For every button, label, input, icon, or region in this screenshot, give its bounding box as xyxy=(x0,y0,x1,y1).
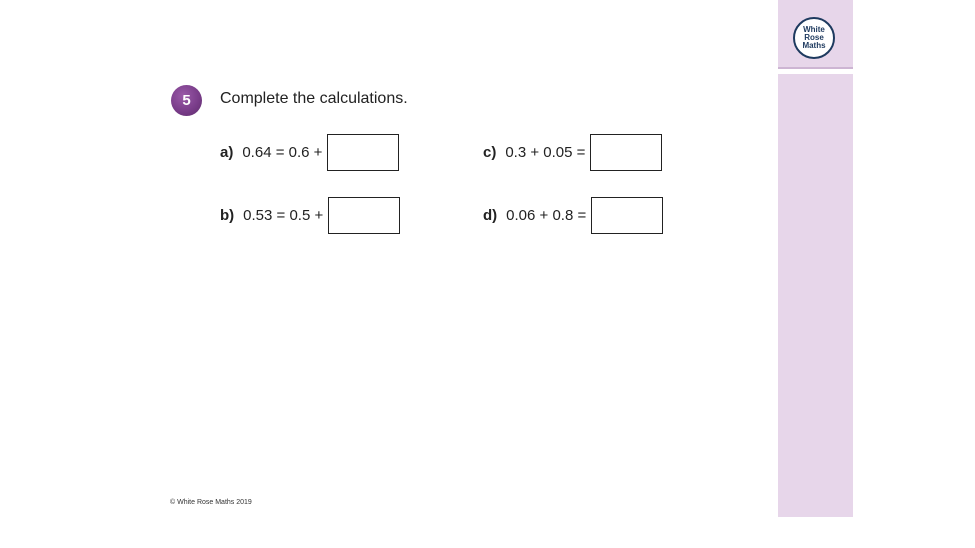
answer-box-a[interactable] xyxy=(327,134,399,171)
logo-line-3: Maths xyxy=(802,41,826,50)
calculation-a xyxy=(220,133,399,171)
item-expression: 0.64 = 0.6 + xyxy=(242,143,323,161)
answer-box-b[interactable] xyxy=(328,197,400,234)
item-label: c) xyxy=(483,143,497,161)
item-expression: 0.06 + 0.8 = xyxy=(506,206,587,224)
item-label: d) xyxy=(483,206,498,224)
item-label: a) xyxy=(220,143,234,161)
question-number-badge: 5 xyxy=(171,85,202,116)
side-panel xyxy=(778,74,853,517)
answer-box-d[interactable] xyxy=(591,197,663,234)
question-prompt: Complete the calculations. xyxy=(220,90,408,107)
item-expression: 0.53 = 0.5 + xyxy=(243,206,324,224)
item-label: b) xyxy=(220,206,235,224)
calculation-b xyxy=(220,196,400,234)
logo-line-2: Rose xyxy=(804,33,824,42)
logo-line-1: White xyxy=(803,25,825,34)
answer-box-c[interactable] xyxy=(590,134,662,171)
calculation-d xyxy=(483,196,663,234)
item-expression: 0.3 + 0.05 = xyxy=(505,143,586,161)
white-rose-maths-logo xyxy=(793,17,835,59)
copyright-footer: © White Rose Maths 2019 xyxy=(170,499,252,506)
calculation-c xyxy=(483,133,662,171)
